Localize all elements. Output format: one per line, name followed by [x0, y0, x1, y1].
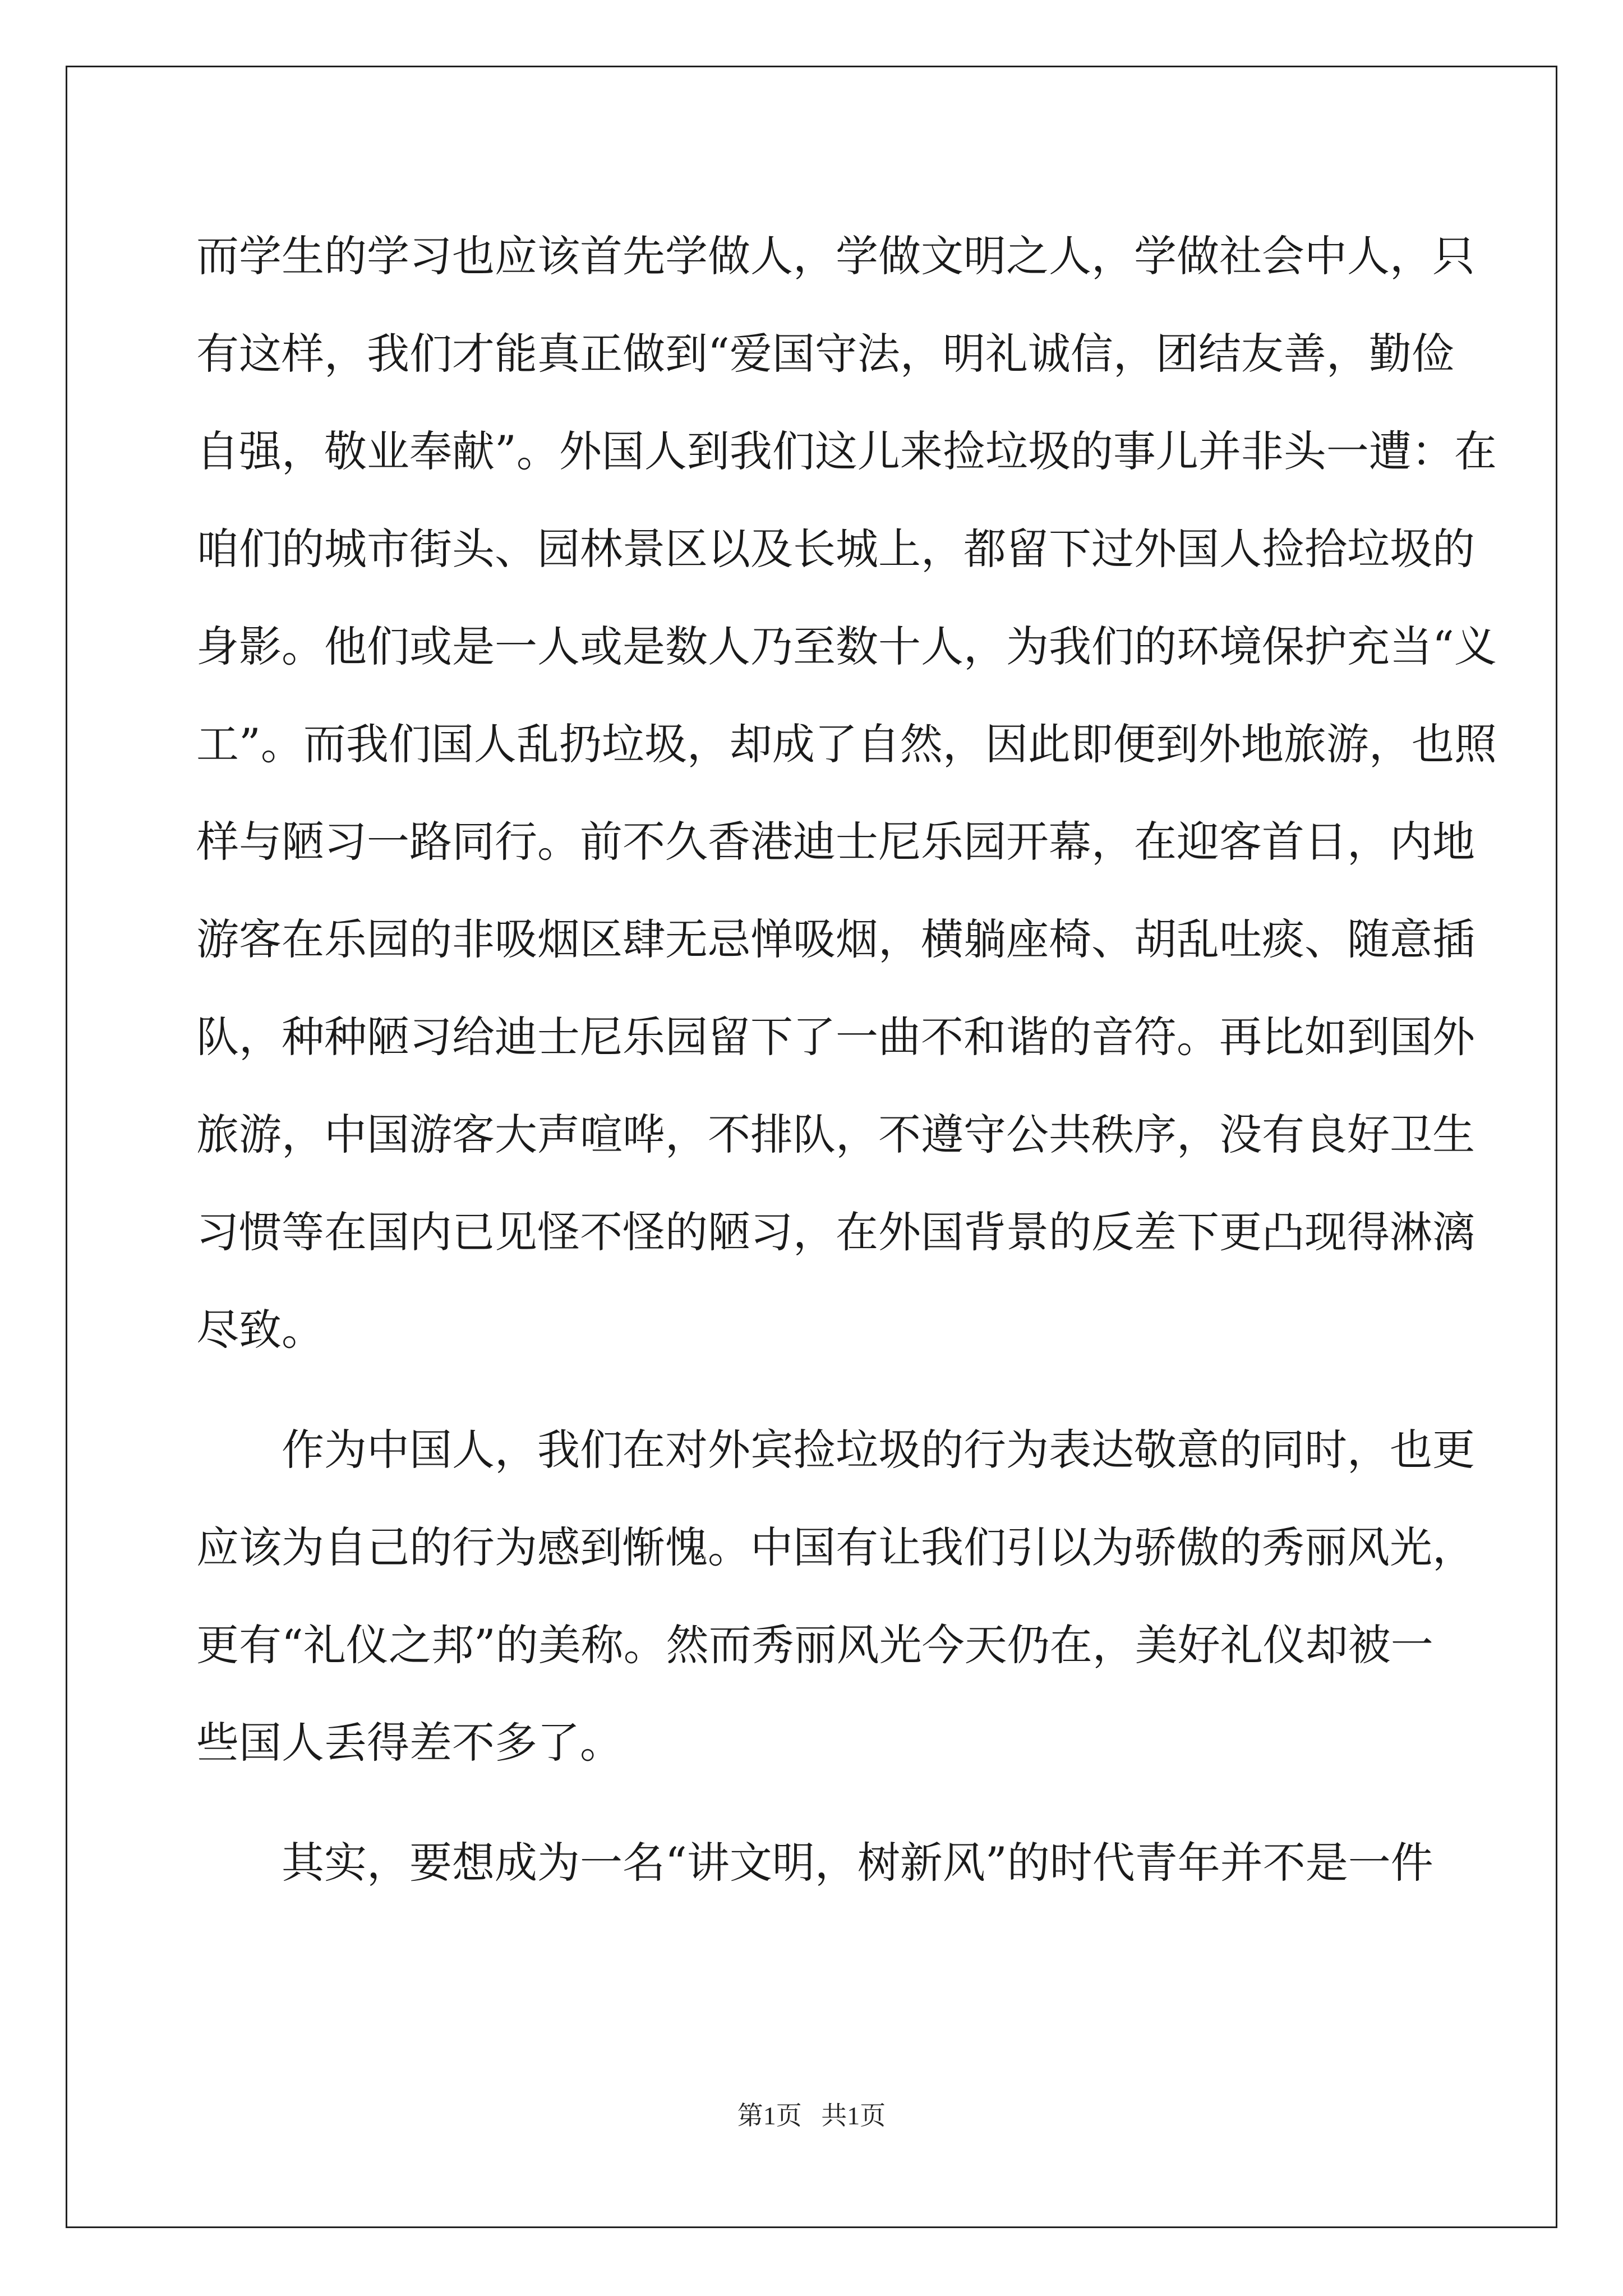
text-line: 其实，要想成为一名“讲文明，树新风”的时代青年并不是一件 [282, 1838, 1433, 1888]
text-line: 应该为自己的行为感到惭愧。中国有让我们引以为骄傲的秀丽风光， [196, 1522, 1475, 1572]
text-line: 有这样，我们才能真正做到“爱国守法，明礼诚信，团结友善，勤俭 [196, 329, 1454, 379]
text-line: 游客在乐园的非吸烟区肆无忌惮吸烟，横躺座椅、胡乱吐痰、随意插 [196, 914, 1475, 964]
page-footer: 第1页 共1页 [737, 2101, 886, 2130]
document-body [196, 208, 1497, 1912]
paragraph-gap [196, 1792, 1430, 1814]
text-line: 自强，敬业奉献”。外国人到我们这儿来捡垃圾的事儿并非头一遭：在 [196, 426, 1497, 476]
text-line: 些国人丢得差不多了。 [196, 1718, 623, 1768]
text-line: 习惯等在国内已见怪不怪的陋习，在外国背景的反差下更凸现得淋漓 [196, 1207, 1475, 1257]
text-line: 队，种种陋习给迪士尼乐园留下了一曲不和谐的音符。再比如到国外 [196, 1012, 1475, 1062]
text-line: 而学生的学习也应该首先学做人，学做文明之人，学做社会中人，只 [196, 231, 1475, 281]
text-line: 旅游，中国游客大声喧哗，不排队，不遵守公共秩序，没有良好卫生 [196, 1110, 1475, 1159]
text-line: 作为中国人，我们在对外宾捡垃圾的行为表达敬意的同时，也更 [282, 1425, 1475, 1475]
text-line: 身影。他们或是一人或是数人乃至数十人，为我们的环境保护充当“义 [196, 622, 1497, 671]
paragraph-gap [196, 1379, 1430, 1401]
text-line: 样与陋习一路同行。前不久香港迪士尼乐园开幕，在迎客首日，内地 [196, 817, 1475, 867]
text-line: 咱们的城市街头、园林景区以及长城上，都留下过外国人捡拾垃圾的 [196, 524, 1475, 574]
text-line: 工”。而我们国人乱扔垃圾，却成了自然，因此即便到外地旅游，也照 [196, 719, 1497, 769]
text-line: 更有“礼仪之邦”的美称。然而秀丽风光今天仍在，美好礼仪却被一 [196, 1620, 1433, 1670]
text-line: 尽致。 [196, 1305, 324, 1355]
